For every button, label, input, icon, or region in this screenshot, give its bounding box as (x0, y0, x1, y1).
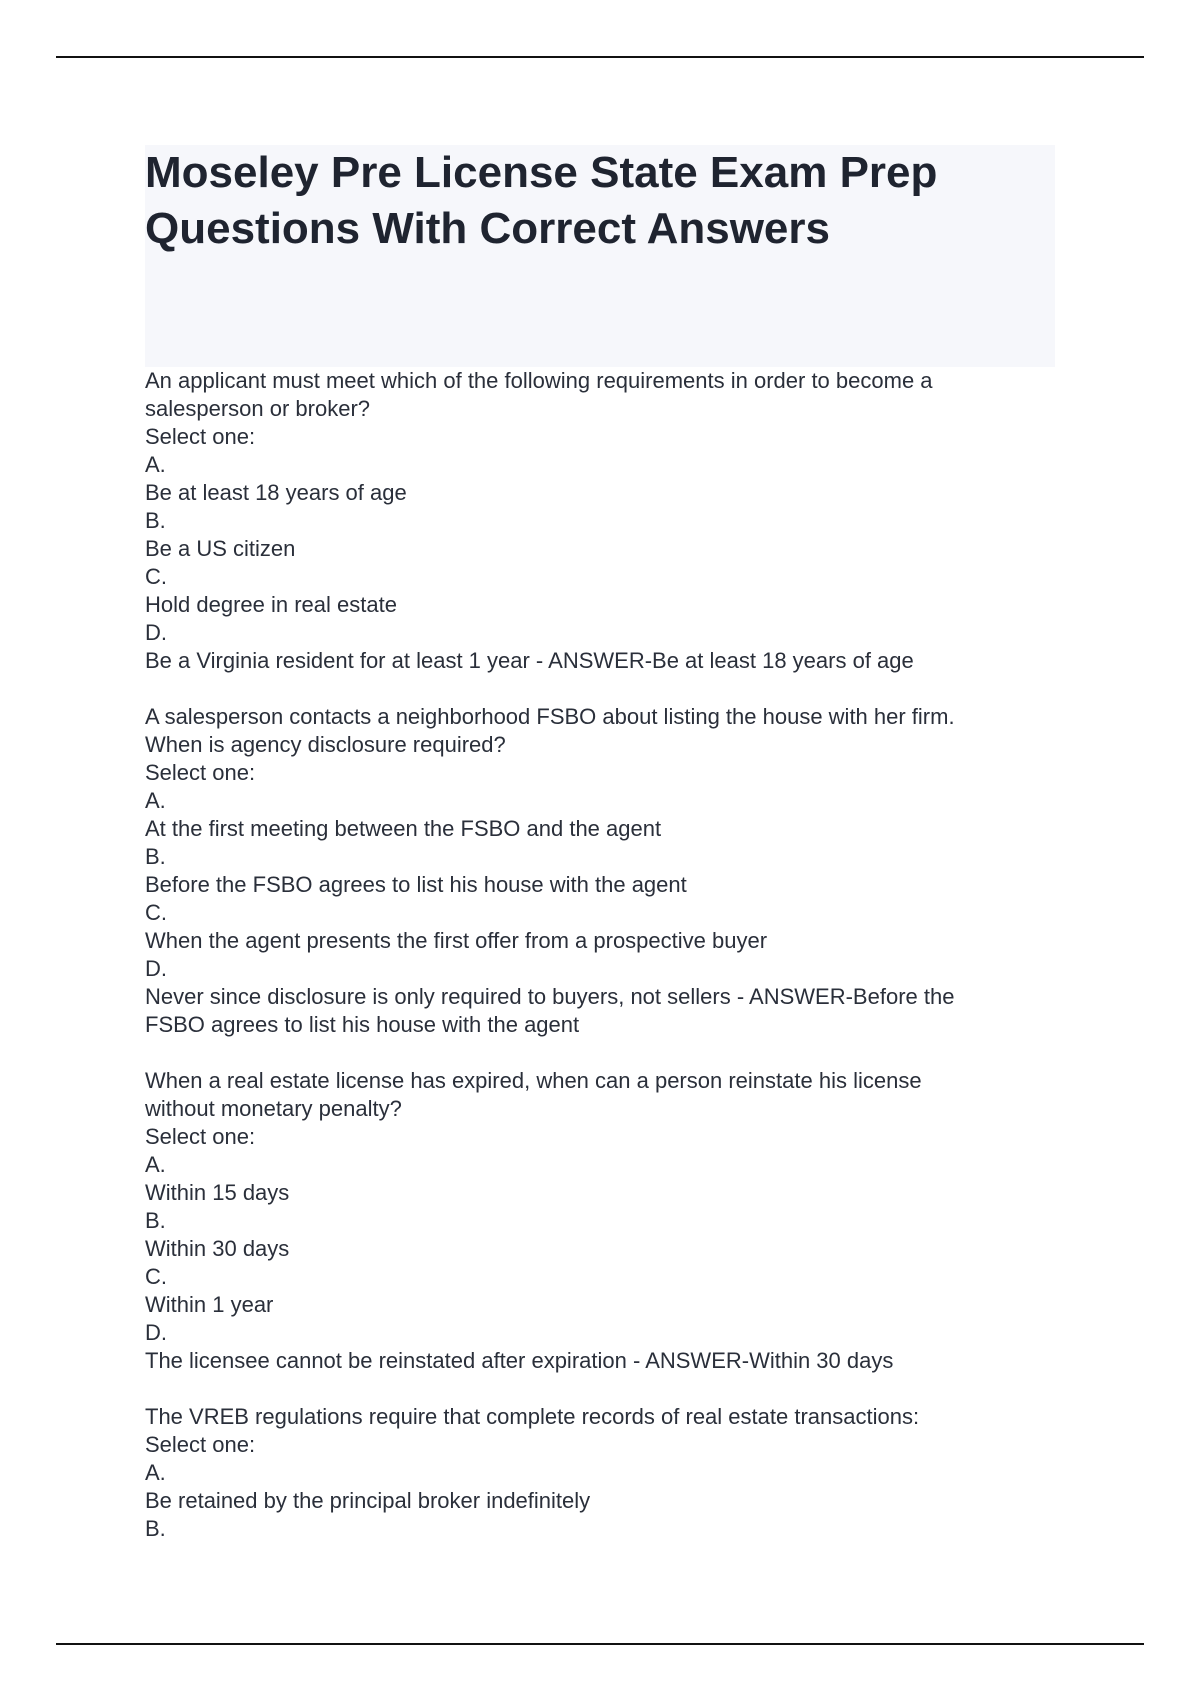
question-1-text-line-2: salesperson or broker? (145, 396, 371, 421)
question-3-option-d-answer: The licensee cannot be reinstated after expiration - ANSWER-Within 30 days (145, 1348, 894, 1373)
question-block-3 (145, 1067, 1075, 1375)
question-3-option-a-text: Within 15 days (145, 1180, 290, 1205)
question-2-option-d-answer-line-1: Never since disclosure is only required to buyers, not sellers - ANSWER-Before the (145, 984, 955, 1009)
question-1-option-d-answer: Be a Virginia resident for at least 1 year - ANSWER-Be at least 18 years of age (145, 648, 914, 673)
question-4-option-a-text: Be retained by the principal broker indefinitely (145, 1488, 591, 1513)
question-3-option-a-label: A. (145, 1152, 166, 1177)
question-2-select-one: Select one: (145, 760, 256, 785)
top-rule (56, 56, 1144, 58)
question-block-2 (145, 703, 1075, 1039)
question-3-option-c-label: C. (145, 1264, 167, 1289)
question-1-option-d-label: D. (145, 620, 167, 645)
question-2-option-c-text: When the agent presents the first offer from a prospective buyer (145, 928, 768, 953)
bottom-rule (56, 1643, 1144, 1645)
question-3-text-line-1: When a real estate license has expired, when can a person reinstate his license (145, 1068, 922, 1093)
question-2-option-a-label: A. (145, 788, 166, 813)
question-block-1 (145, 367, 1075, 675)
question-4-select-one: Select one: (145, 1432, 256, 1457)
document-title: Moseley Pre License State Exam Prep Questions With Correct Answers (145, 148, 938, 253)
question-1-option-a-label: A. (145, 452, 166, 477)
question-1-text-line-1: An applicant must meet which of the following requirements in order to become a (145, 368, 933, 393)
question-2-option-d-answer-line-2: FSBO agrees to list his house with the agent (145, 1012, 580, 1037)
question-3-option-b-label: B. (145, 1208, 166, 1233)
question-1-option-c-text: Hold degree in real estate (145, 592, 397, 617)
question-1-option-a-text: Be at least 18 years of age (145, 480, 407, 505)
question-4-text-line-1: The VREB regulations require that complete records of real estate transactions: (145, 1404, 920, 1429)
question-1-option-b-text: Be a US citizen (145, 536, 296, 561)
question-2-text-line-1: A salesperson contacts a neighborhood FSBO about listing the house with her firm. (145, 704, 955, 729)
question-3-option-b-text: Within 30 days (145, 1236, 290, 1261)
question-2-option-b-text: Before the FSBO agrees to list his house with the agent (145, 872, 687, 897)
question-2-option-d-label: D. (145, 956, 167, 981)
question-3-text-line-2: without monetary penalty? (145, 1096, 402, 1121)
question-2-option-c-label: C. (145, 900, 167, 925)
question-3-option-d-label: D. (145, 1320, 167, 1345)
question-4-option-a-label: A. (145, 1460, 166, 1485)
question-1-option-b-label: B. (145, 508, 166, 533)
question-3-option-c-text: Within 1 year (145, 1292, 274, 1317)
questions-list (145, 367, 1075, 1543)
question-2-text-line-2: When is agency disclosure required? (145, 732, 506, 757)
question-2-option-b-label: B. (145, 844, 166, 869)
question-block-4 (145, 1403, 1075, 1543)
question-3-select-one: Select one: (145, 1124, 256, 1149)
question-2-option-a-text: At the first meeting between the FSBO and the agent (145, 816, 662, 841)
question-4-option-b-label: B. (145, 1516, 166, 1541)
question-1-select-one: Select one: (145, 424, 256, 449)
question-1-option-c-label: C. (145, 564, 167, 589)
